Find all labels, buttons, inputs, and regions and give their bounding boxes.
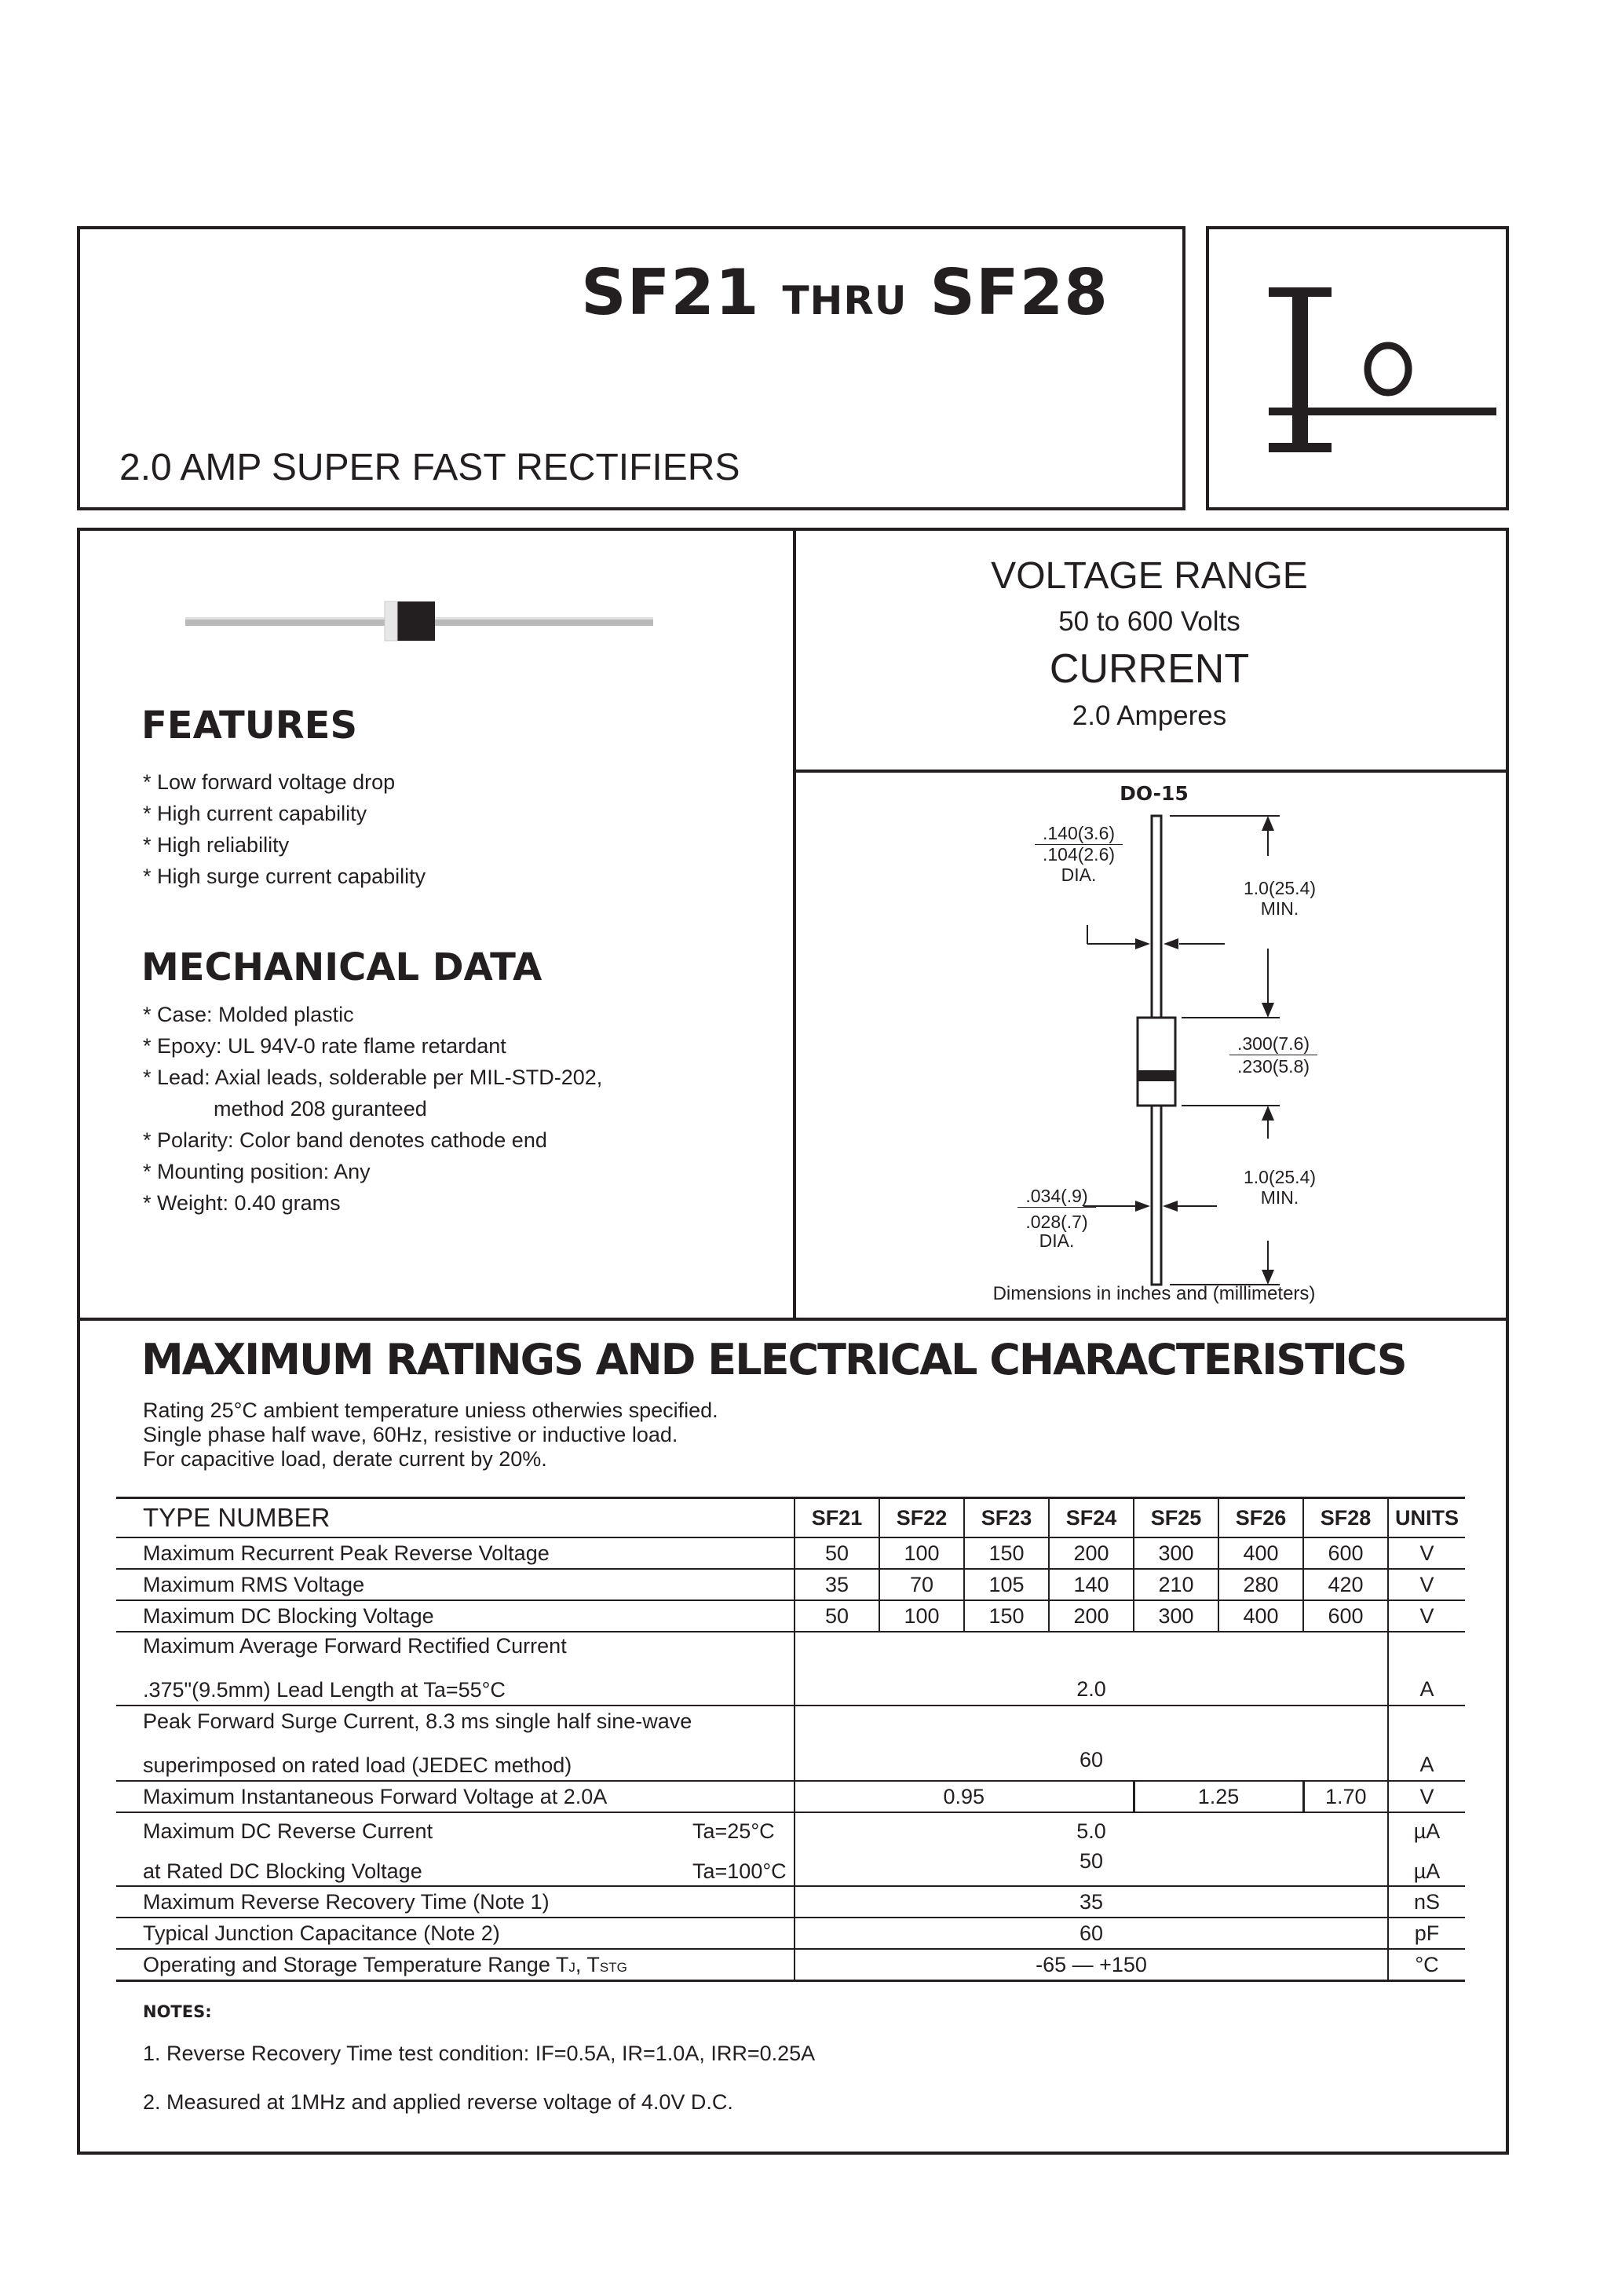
column-header: SF22 xyxy=(879,1498,964,1538)
row-label: Peak Forward Surge Current, 8.3 ms single half sine-wave xyxy=(143,1709,692,1733)
column-header: TYPE NUMBER xyxy=(116,1498,795,1538)
table-row xyxy=(116,1886,1465,1918)
table-cell: 0.95 xyxy=(795,1781,1134,1812)
condition-line: Rating 25°C ambient temperature uniess otherwies specified. xyxy=(143,1398,718,1422)
table-row xyxy=(116,1812,1465,1849)
current-title: CURRENT xyxy=(1049,646,1250,692)
feature-item: * High surge current capability xyxy=(143,865,426,888)
dimensions-caption: Dimensions in inches and (millimeters) xyxy=(992,1283,1316,1304)
mechanical-item: * Case: Molded plastic xyxy=(143,1003,354,1026)
notes-heading: NOTES: xyxy=(143,2002,212,2021)
row-label-text: at Rated DC Blocking Voltage xyxy=(143,1859,422,1883)
features-heading: FEATURES xyxy=(141,704,358,748)
diode-image xyxy=(185,597,653,644)
mechanical-list xyxy=(143,999,602,1219)
column-header: SF28 xyxy=(1303,1498,1388,1538)
table-cell: 5.0 xyxy=(795,1812,1388,1849)
page-title xyxy=(581,256,1109,329)
lead-length-top: 1.0(25.4) xyxy=(1243,878,1317,898)
ratings-divider xyxy=(795,770,1507,773)
row-condition: Ta=25°C xyxy=(692,1819,775,1843)
row-label: .375"(9.5mm) Lead Length at Ta=55°C xyxy=(116,1675,795,1706)
row-label xyxy=(116,1849,795,1886)
voltage-range-title: VOLTAGE RANGE xyxy=(991,555,1308,597)
table-cell: 1.70 xyxy=(1303,1781,1388,1812)
row-label xyxy=(116,1812,795,1849)
unit-cell: µA xyxy=(1388,1849,1465,1886)
subscript: J xyxy=(568,1959,575,1975)
table-cell: 2.0 xyxy=(795,1632,1388,1706)
table-cell: 70 xyxy=(879,1569,964,1600)
table-row xyxy=(116,1949,1465,1981)
row-label-text: Maximum DC Reverse Current xyxy=(143,1819,433,1843)
table-cell: 600 xyxy=(1303,1537,1388,1569)
row-condition: Ta=100°C xyxy=(692,1859,787,1883)
table-cell: 400 xyxy=(1218,1600,1303,1632)
body-length-max: .300(7.6) xyxy=(1229,1033,1317,1055)
table-cell: 35 xyxy=(795,1886,1388,1918)
condition-line: Single phase half wave, 60Hz, resistive or inductive load. xyxy=(143,1423,678,1446)
unit-cell: pF xyxy=(1388,1918,1465,1949)
characteristics-heading: MAXIMUM RATINGS AND ELECTRICAL CHARACTERISTICS xyxy=(141,1335,1406,1384)
table-cell: 100 xyxy=(879,1600,964,1632)
mechanical-item: * Mounting position: Any xyxy=(143,1160,371,1183)
thru-label: THRU xyxy=(782,278,908,324)
column-header: SF21 xyxy=(795,1498,879,1538)
body-dia-label: DIA. xyxy=(1061,865,1097,885)
table-cell: 300 xyxy=(1134,1537,1218,1569)
body-length-min: .230(5.8) xyxy=(1237,1056,1310,1077)
table-cell: 150 xyxy=(964,1600,1049,1632)
column-header: SF26 xyxy=(1218,1498,1303,1538)
lead-length-top-min: MIN. xyxy=(1260,898,1299,919)
lead-length-bottom: 1.0(25.4) xyxy=(1243,1167,1317,1187)
table-cell: 60 xyxy=(795,1706,1388,1781)
unit-cell: µA xyxy=(1388,1812,1465,1849)
table-cell: 50 xyxy=(795,1849,1388,1886)
table-cell: -65 — +150 xyxy=(795,1949,1388,1981)
table-cell: 420 xyxy=(1303,1569,1388,1600)
company-logo xyxy=(1206,226,1509,510)
table-cell: 1.25 xyxy=(1134,1781,1303,1812)
rating-conditions xyxy=(143,1398,718,1472)
unit-cell: A xyxy=(1388,1632,1465,1706)
row-label-text: Operating and Storage Temperature Range T xyxy=(143,1952,569,1976)
table-cell: 600 xyxy=(1303,1600,1388,1632)
subscript: STG xyxy=(599,1959,627,1975)
table-cell: 105 xyxy=(964,1569,1049,1600)
table-row xyxy=(116,1706,1465,1750)
column-header: UNITS xyxy=(1388,1498,1465,1538)
table-cell: 280 xyxy=(1218,1569,1303,1600)
row-label: Maximum Reverse Recovery Time (Note 1) xyxy=(116,1886,795,1918)
column-header: SF23 xyxy=(964,1498,1049,1538)
mechanical-item: * Weight: 0.40 grams xyxy=(143,1191,341,1215)
part-start: SF21 xyxy=(581,256,760,329)
mechanical-item: method 208 guranteed xyxy=(143,1097,427,1121)
table-cell: 200 xyxy=(1049,1600,1134,1632)
lead-dia-min: .028(.7) xyxy=(1025,1212,1088,1232)
table-cell: 50 xyxy=(795,1600,879,1632)
table-cell: 300 xyxy=(1134,1600,1218,1632)
unit-cell: nS xyxy=(1388,1886,1465,1918)
row-label: Maximum RMS Voltage xyxy=(116,1569,795,1600)
column-header: SF25 xyxy=(1134,1498,1218,1538)
voltage-range-value: 50 to 600 Volts xyxy=(1058,606,1240,637)
unit-cell: °C xyxy=(1388,1949,1465,1981)
unit-cell: V xyxy=(1388,1537,1465,1569)
package-name: DO-15 xyxy=(1120,782,1189,805)
row-label: Maximum Average Forward Rectified Current xyxy=(143,1634,567,1658)
feature-item: * Low forward voltage drop xyxy=(143,770,396,794)
feature-item: * High reliability xyxy=(143,833,290,857)
body-dia-min: .104(2.6) xyxy=(1042,844,1116,865)
table-cell: 100 xyxy=(879,1537,964,1569)
table-header-row xyxy=(116,1498,1465,1538)
table-cell: 140 xyxy=(1049,1569,1134,1600)
table-cell: 60 xyxy=(795,1918,1388,1949)
part-end: SF28 xyxy=(930,256,1109,329)
feature-item: * High current capability xyxy=(143,802,367,825)
lead-dia-max: .034(.9) xyxy=(1017,1186,1096,1208)
lead-dia-label: DIA. xyxy=(1039,1230,1075,1251)
unit-cell: V xyxy=(1388,1600,1465,1632)
page-subtitle: 2.0 AMP SUPER FAST RECTIFIERS xyxy=(119,447,740,488)
column-header: SF24 xyxy=(1049,1498,1134,1538)
lead-length-bottom-min: MIN. xyxy=(1260,1187,1299,1208)
body-dia-max: .140(3.6) xyxy=(1035,823,1123,845)
unit-cell: A xyxy=(1388,1706,1465,1781)
table-row xyxy=(116,1918,1465,1949)
mechanical-heading: MECHANICAL DATA xyxy=(141,945,542,989)
mechanical-item: * Lead: Axial leads, solderable per MIL-STD-202, xyxy=(143,1066,603,1089)
table-row xyxy=(116,1781,1465,1812)
row-label: Maximum Recurrent Peak Reverse Voltage xyxy=(116,1537,795,1569)
table-row xyxy=(116,1569,1465,1600)
table-cell: 210 xyxy=(1134,1569,1218,1600)
note-item: 1. Reverse Recovery Time test condition: IF=0.5A, IR=1.0A, IRR=0.25A xyxy=(143,2042,816,2065)
unit-cell: V xyxy=(1388,1781,1465,1812)
table-row xyxy=(116,1600,1465,1632)
row-label: superimposed on rated load (JEDEC method) xyxy=(116,1750,795,1781)
table-cell: 200 xyxy=(1049,1537,1134,1569)
characteristics-table xyxy=(116,1497,1465,1982)
table-row xyxy=(116,1849,1465,1886)
row-label xyxy=(116,1949,795,1981)
table-row xyxy=(116,1632,1465,1675)
table-cell: 400 xyxy=(1218,1537,1303,1569)
row-label-sep: , T xyxy=(575,1952,600,1976)
mechanical-item: * Polarity: Color band denotes cathode end xyxy=(143,1128,547,1152)
table-row xyxy=(116,1537,1465,1569)
mechanical-item: * Epoxy: UL 94V-0 rate flame retardant xyxy=(143,1034,506,1058)
row-label: Maximum DC Blocking Voltage xyxy=(116,1600,795,1632)
row-label: Typical Junction Capacitance (Note 2) xyxy=(116,1918,795,1949)
current-value: 2.0 Amperes xyxy=(1072,700,1227,731)
row-label: Maximum Instantaneous Forward Voltage at 2.0A xyxy=(116,1781,795,1812)
note-item: 2. Measured at 1MHz and applied reverse voltage of 4.0V D.C. xyxy=(143,2090,733,2114)
table-cell: 150 xyxy=(964,1537,1049,1569)
table-cell: 50 xyxy=(795,1537,879,1569)
condition-line: For capacitive load, derate current by 20%. xyxy=(143,1447,547,1471)
unit-cell: V xyxy=(1388,1569,1465,1600)
features-list xyxy=(143,766,426,892)
table-cell: 35 xyxy=(795,1569,879,1600)
